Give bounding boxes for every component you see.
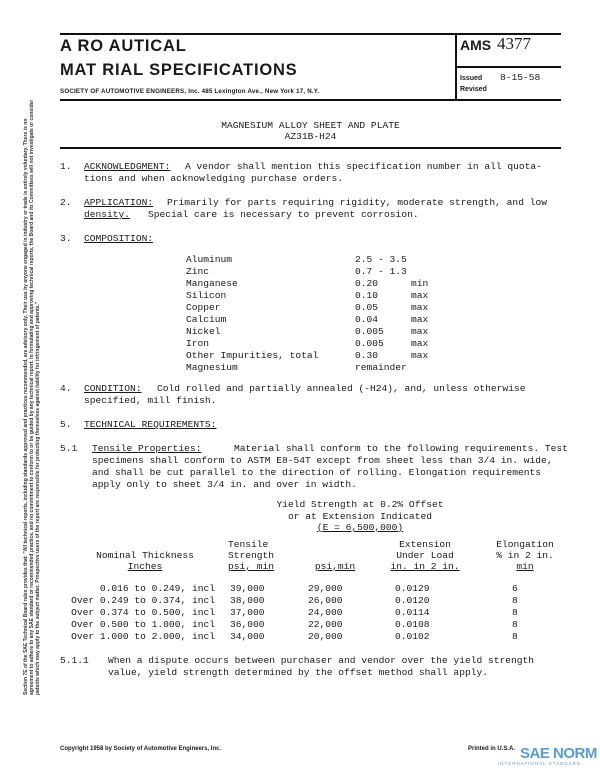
s51-number: 5.1 <box>60 443 78 454</box>
s2-number: 2. <box>60 197 72 208</box>
revised-label: Revised <box>460 86 487 93</box>
s1-number: 1. <box>60 161 72 172</box>
s2-text-line1: Primarily for parts requiring rigidity, moderate strength, and low <box>167 197 547 208</box>
composition-row <box>186 362 428 374</box>
extension: 0.0114 <box>395 607 430 618</box>
col-thickness-line1: Nominal Thickness <box>96 550 194 561</box>
yield-header-line1: Yield Strength at 0.2% Offset <box>276 499 444 510</box>
elongation: 8 <box>512 595 518 606</box>
yield-strength: 26,000 <box>308 595 343 606</box>
title-rule <box>60 147 561 149</box>
side-notice-text: Section 7E of the SAE Technical Board rules provides that: "All technical reports, including standards approved and practices recommended, are advisory only. Their use by anyone engaged in industry or trade is entirely voluntary. There is no agreement to adhere to any SAE standard or recommended practice, and no commitment to conform to or be guided by any technical report. In formulating and approving technical reports, the Board and its Committees will not investigate or consider patents which may apply to the subject matter. Prospective users of the report are responsible for protecting themselves against liability for infringement of patents." <box>23 99 41 695</box>
element-name: Calcium <box>186 314 227 325</box>
s511-number: 5.1.1 <box>60 655 89 666</box>
s5-number: 5. <box>60 419 72 430</box>
s3-number: 3. <box>60 233 72 244</box>
s3-heading: COMPOSITION: <box>84 233 154 244</box>
composition-row <box>186 314 428 326</box>
issued-label: Issued <box>460 75 483 82</box>
element-qualifier: max <box>411 314 429 325</box>
composition-row <box>186 326 428 338</box>
element-value: 0.04 <box>355 314 379 325</box>
table-row <box>70 619 570 631</box>
composition-row <box>186 254 428 266</box>
element-name: Other Impurities, total <box>186 350 319 361</box>
ams-box-divider <box>455 66 561 68</box>
element-qualifier <box>411 254 428 266</box>
element-qualifier: max <box>411 326 429 337</box>
col-elongation-line1: Elongation <box>496 539 554 550</box>
thickness: Over 0.374 to 0.500, incl <box>71 607 215 618</box>
s4-number: 4. <box>60 383 72 394</box>
element-name: Zinc <box>186 266 210 277</box>
col-tensile-line1: Tensile <box>228 539 269 550</box>
col-tensile-line3: psi, min <box>228 561 275 572</box>
element-value: 0.7 - 1.3 <box>355 266 407 277</box>
composition-row <box>186 302 428 314</box>
col-elongation-line2: % in 2 in. <box>496 550 554 561</box>
element-qualifier: max <box>411 350 429 361</box>
tensile-strength: 37,000 <box>230 607 265 618</box>
s51-text-line2: specimens shall conform to ASTM E8-54T except from sheet less than 3/4 in. wide, <box>92 455 553 466</box>
col-extension-line3: in. in 2 in. <box>390 561 460 572</box>
s51-text-line1: Material shall conform to the following requirements. Test <box>234 443 568 454</box>
col-extension-line2: Under Load <box>396 550 454 561</box>
element-qualifier <box>411 266 428 278</box>
col-yield-psi: psi,min <box>314 561 356 572</box>
printed-in: Printed in U.S.A. <box>468 746 516 752</box>
yield-strength: 22,000 <box>308 619 343 630</box>
col-thickness-line2: Inches <box>127 561 163 572</box>
composition-row <box>186 266 428 278</box>
society-address: SOCIETY OF AUTOMOTIVE ENGINEERS, Inc. 485 Lexington Ave., New York 17, N.Y. <box>60 88 320 95</box>
element-value: 2.5 - 3.5 <box>355 254 407 265</box>
s51-text-line3: and shall be cut parallel to the direction of rolling. Elongation requirements <box>92 467 542 478</box>
composition-table <box>186 254 428 374</box>
elongation: 8 <box>512 619 518 630</box>
element-value: 0.005 <box>355 326 384 337</box>
thickness: Over 1.000 to 2.000, incl <box>71 631 215 642</box>
table-row <box>70 583 570 595</box>
extension: 0.0102 <box>395 631 430 642</box>
side-notice <box>8 95 56 695</box>
element-name: Aluminum <box>186 254 233 265</box>
element-name: Iron <box>186 338 210 349</box>
table-row <box>70 631 570 643</box>
extension: 0.0129 <box>395 583 430 594</box>
s511-text-line1: When a dispute occurs between purchaser and vendor over the yield strength <box>108 655 535 666</box>
elongation: 6 <box>512 583 518 594</box>
tensile-strength: 34,000 <box>230 631 265 642</box>
s4-text-line1: Cold rolled and partially annealed (-H24), and, unless otherwise <box>157 383 526 394</box>
element-name: Copper <box>186 302 221 313</box>
copyright: Copyright 1958 by Society of Automotive Engineers, Inc. <box>60 746 222 752</box>
header-title-line1: A RO AUTICAL <box>60 37 187 55</box>
composition-row <box>186 350 428 362</box>
extension: 0.0120 <box>395 595 430 606</box>
elongation: 8 <box>512 607 518 618</box>
ams-label: AMS <box>460 37 492 53</box>
ams-number: 4377 <box>497 34 531 53</box>
element-name: Manganese <box>186 278 238 289</box>
element-qualifier: max <box>411 338 429 349</box>
element-name: Nickel <box>186 326 221 337</box>
thickness: Over 0.500 to 1.000, incl <box>71 619 215 630</box>
element-qualifier: max <box>411 290 429 301</box>
s1-text-line1: A vendor shall mention this specification number in all quota- <box>185 161 542 172</box>
thickness: Over 0.249 to 0.374, incl <box>71 595 215 606</box>
yield-strength: 20,000 <box>308 631 343 642</box>
watermark-logo: SAE NORM <box>520 745 597 762</box>
element-value: 0.10 <box>355 290 379 301</box>
yield-header-line3: (E = 6,500,000) <box>316 522 404 533</box>
s5-heading: TECHNICAL REQUIREMENTS: <box>84 419 217 430</box>
s51-heading: Tensile Properties: <box>92 443 202 454</box>
col-extension-line1: Extension <box>399 539 451 550</box>
watermark-subtext: INTERNATIONAL STANDARD <box>498 761 582 766</box>
table-row <box>70 607 570 619</box>
s51-text-line4: apply only to sheet 3/4 in. and over in width. <box>92 479 357 490</box>
col-tensile-line2: Strength <box>228 550 275 561</box>
s2-heading: APPLICATION: <box>84 197 154 208</box>
header-top-rule <box>60 33 561 35</box>
doc-subtitle: AZ31B-H24 <box>284 131 337 142</box>
element-name: Silicon <box>186 290 227 301</box>
tensile-strength: 39,000 <box>230 583 265 594</box>
element-value: 0.30 <box>355 350 379 361</box>
s2-text-density: density. <box>84 209 131 220</box>
tensile-rows <box>70 583 570 643</box>
elongation: 8 <box>512 631 518 642</box>
table-row <box>70 595 570 607</box>
yield-strength: 24,000 <box>308 607 343 618</box>
composition-row <box>186 338 428 350</box>
s1-heading: ACKNOWLEDGMENT: <box>84 161 171 172</box>
doc-title: MAGNESIUM ALLOY SHEET AND PLATE <box>221 120 400 131</box>
element-name: Magnesium <box>186 362 238 373</box>
s4-heading: CONDITION: <box>84 383 142 394</box>
s2-text-line2: Special care is necessary to prevent corrosion. <box>148 209 419 220</box>
element-value: remainder <box>355 362 407 373</box>
extension: 0.0108 <box>395 619 430 630</box>
composition-row <box>186 290 428 302</box>
element-value: 0.005 <box>355 338 384 349</box>
yield-strength: 29,000 <box>308 583 343 594</box>
element-value: 0.05 <box>355 302 379 313</box>
element-value: 0.20 <box>355 278 379 289</box>
yield-header-line2: or at Extension Indicated <box>288 511 432 522</box>
element-qualifier: min <box>411 278 429 289</box>
tensile-strength: 36,000 <box>230 619 265 630</box>
composition-row <box>186 278 428 290</box>
col-elongation-line3: min <box>516 561 534 572</box>
header-bottom-rule <box>60 99 561 101</box>
tensile-strength: 38,000 <box>230 595 265 606</box>
issued-date: 8-15-58 <box>500 72 541 83</box>
s1-text-line2: tions and when acknowledging purchase orders. <box>84 173 344 184</box>
s4-text-line2: specified, mill finish. <box>84 395 217 406</box>
header-title-line2: MAT RIAL SPECIFICATIONS <box>60 61 298 79</box>
thickness: 0.016 to 0.249, incl <box>99 583 215 594</box>
s511-text-line2: value, yield strength determined by the offset method shall apply. <box>108 667 488 678</box>
element-qualifier: max <box>411 302 429 313</box>
